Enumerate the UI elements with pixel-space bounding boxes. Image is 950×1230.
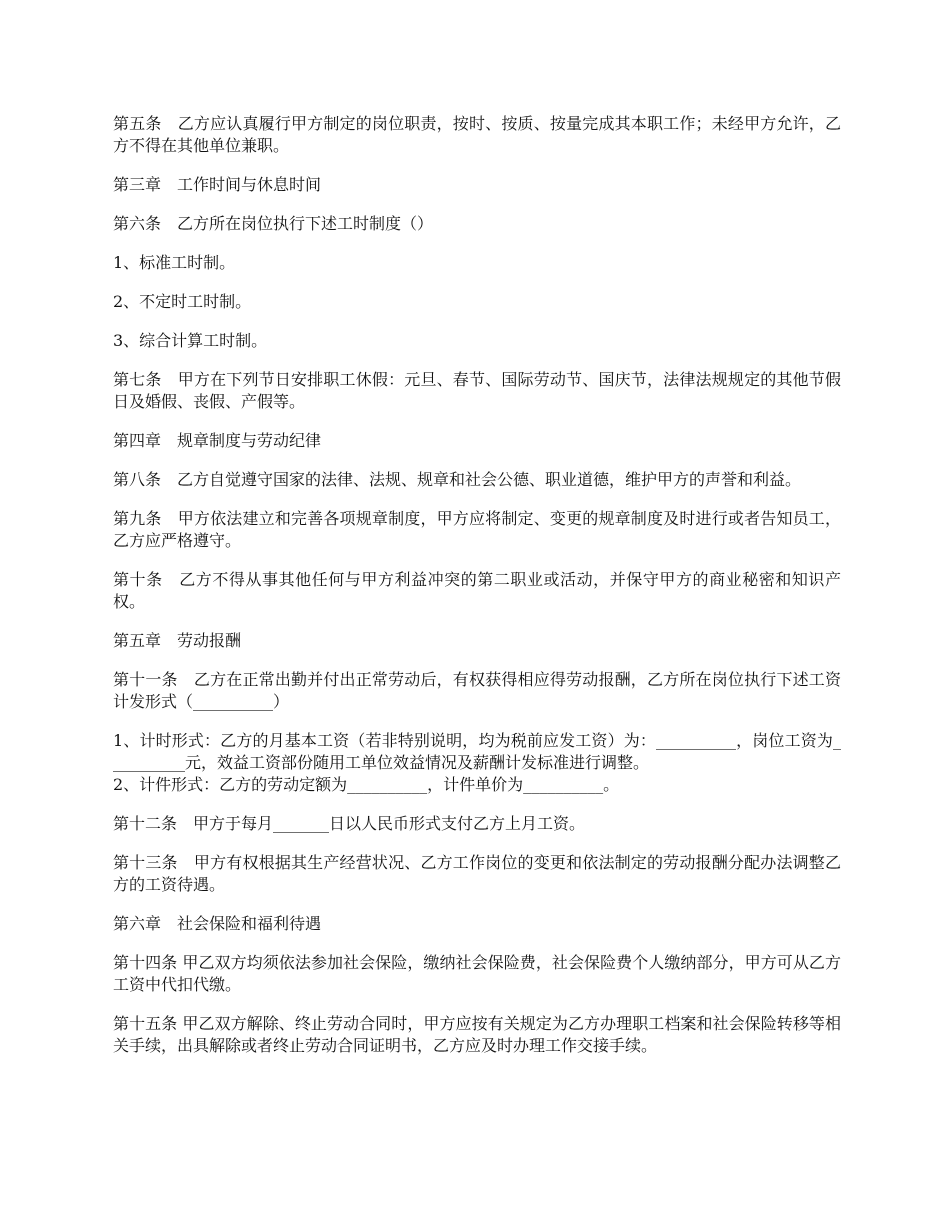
article-5: 第五条 乙方应认真履行甲方制定的岗位职责，按时、按质、按量完成其本职工作；未经甲方允许，乙方不得在其他单位兼职。 xyxy=(113,114,841,155)
article-8: 第八条 乙方自觉遵守国家的法律、法规、规章和社会公德、职业道德，维护甲方的声誉和利益。 xyxy=(113,470,802,489)
work-hours-option-2: 2、不定时工时制。 xyxy=(113,292,252,311)
article-7: 第七条 甲方在下列节日安排职工休假：元旦、春节、国际劳动节、国庆节，法律法规规定的其他节假日及婚假、丧假、产假等。 xyxy=(113,370,841,411)
chapter-5-heading: 第五章 劳动报酬 xyxy=(113,631,242,650)
article-6: 第六条 乙方所在岗位执行下述工时制度（） xyxy=(113,214,434,233)
wage-form-time-based: 1、计时形式：乙方的月基本工资（若非特别说明，均为税前应发工资）为：__________，岗位工资为__________元，效益工资部份随用工单位效益情况及薪酬计发标准进行调整。 xyxy=(113,731,841,772)
work-hours-option-3: 3、综合计算工时制。 xyxy=(113,331,268,350)
article-10: 第十条 乙方不得从事其他任何与甲方利益冲突的第二职业或活动，并保守甲方的商业秘密和知识产权。 xyxy=(113,570,841,611)
document-body xyxy=(113,113,841,1074)
article-15: 第十五条 甲乙双方解除、终止劳动合同时，甲方应按有关规定为乙方办理职工档案和社会保险转移等相关手续，出具解除或者终止劳动合同证明书，乙方应及时办理工作交接手续。 xyxy=(113,1014,841,1055)
article-11: 第十一条 乙方在正常出勤并付出正常劳动后，有权获得相应得劳动报酬，乙方所在岗位执行下述工资计发形式（__________） xyxy=(113,670,841,711)
chapter-6-heading: 第六章 社会保险和福利待遇 xyxy=(113,914,322,933)
work-hours-option-1: 1、标准工时制。 xyxy=(113,253,236,272)
article-12: 第十二条 甲方于每月_______日以人民币形式支付乙方上月工资。 xyxy=(113,814,586,833)
chapter-4-heading: 第四章 规章制度与劳动纪律 xyxy=(113,431,322,450)
article-13: 第十三条 甲方有权根据其生产经营状况、乙方工作岗位的变更和依法制定的劳动报酬分配办法调整乙方的工资待遇。 xyxy=(113,853,841,894)
article-14: 第十四条 甲乙双方均须依法参加社会保险，缴纳社会保险费，社会保险费个人缴纳部分，甲方可从乙方工资中代扣代缴。 xyxy=(113,953,841,994)
article-9: 第九条 甲方依法建立和完善各项规章制度，甲方应将制定、变更的规章制度及时进行或者告知员工，乙方应严格遵守。 xyxy=(113,509,841,550)
chapter-3-heading: 第三章 工作时间与休息时间 xyxy=(113,175,322,194)
wage-form-piece-based: 2、计件形式：乙方的劳动定额为__________，计件单价为__________。 xyxy=(113,775,620,794)
